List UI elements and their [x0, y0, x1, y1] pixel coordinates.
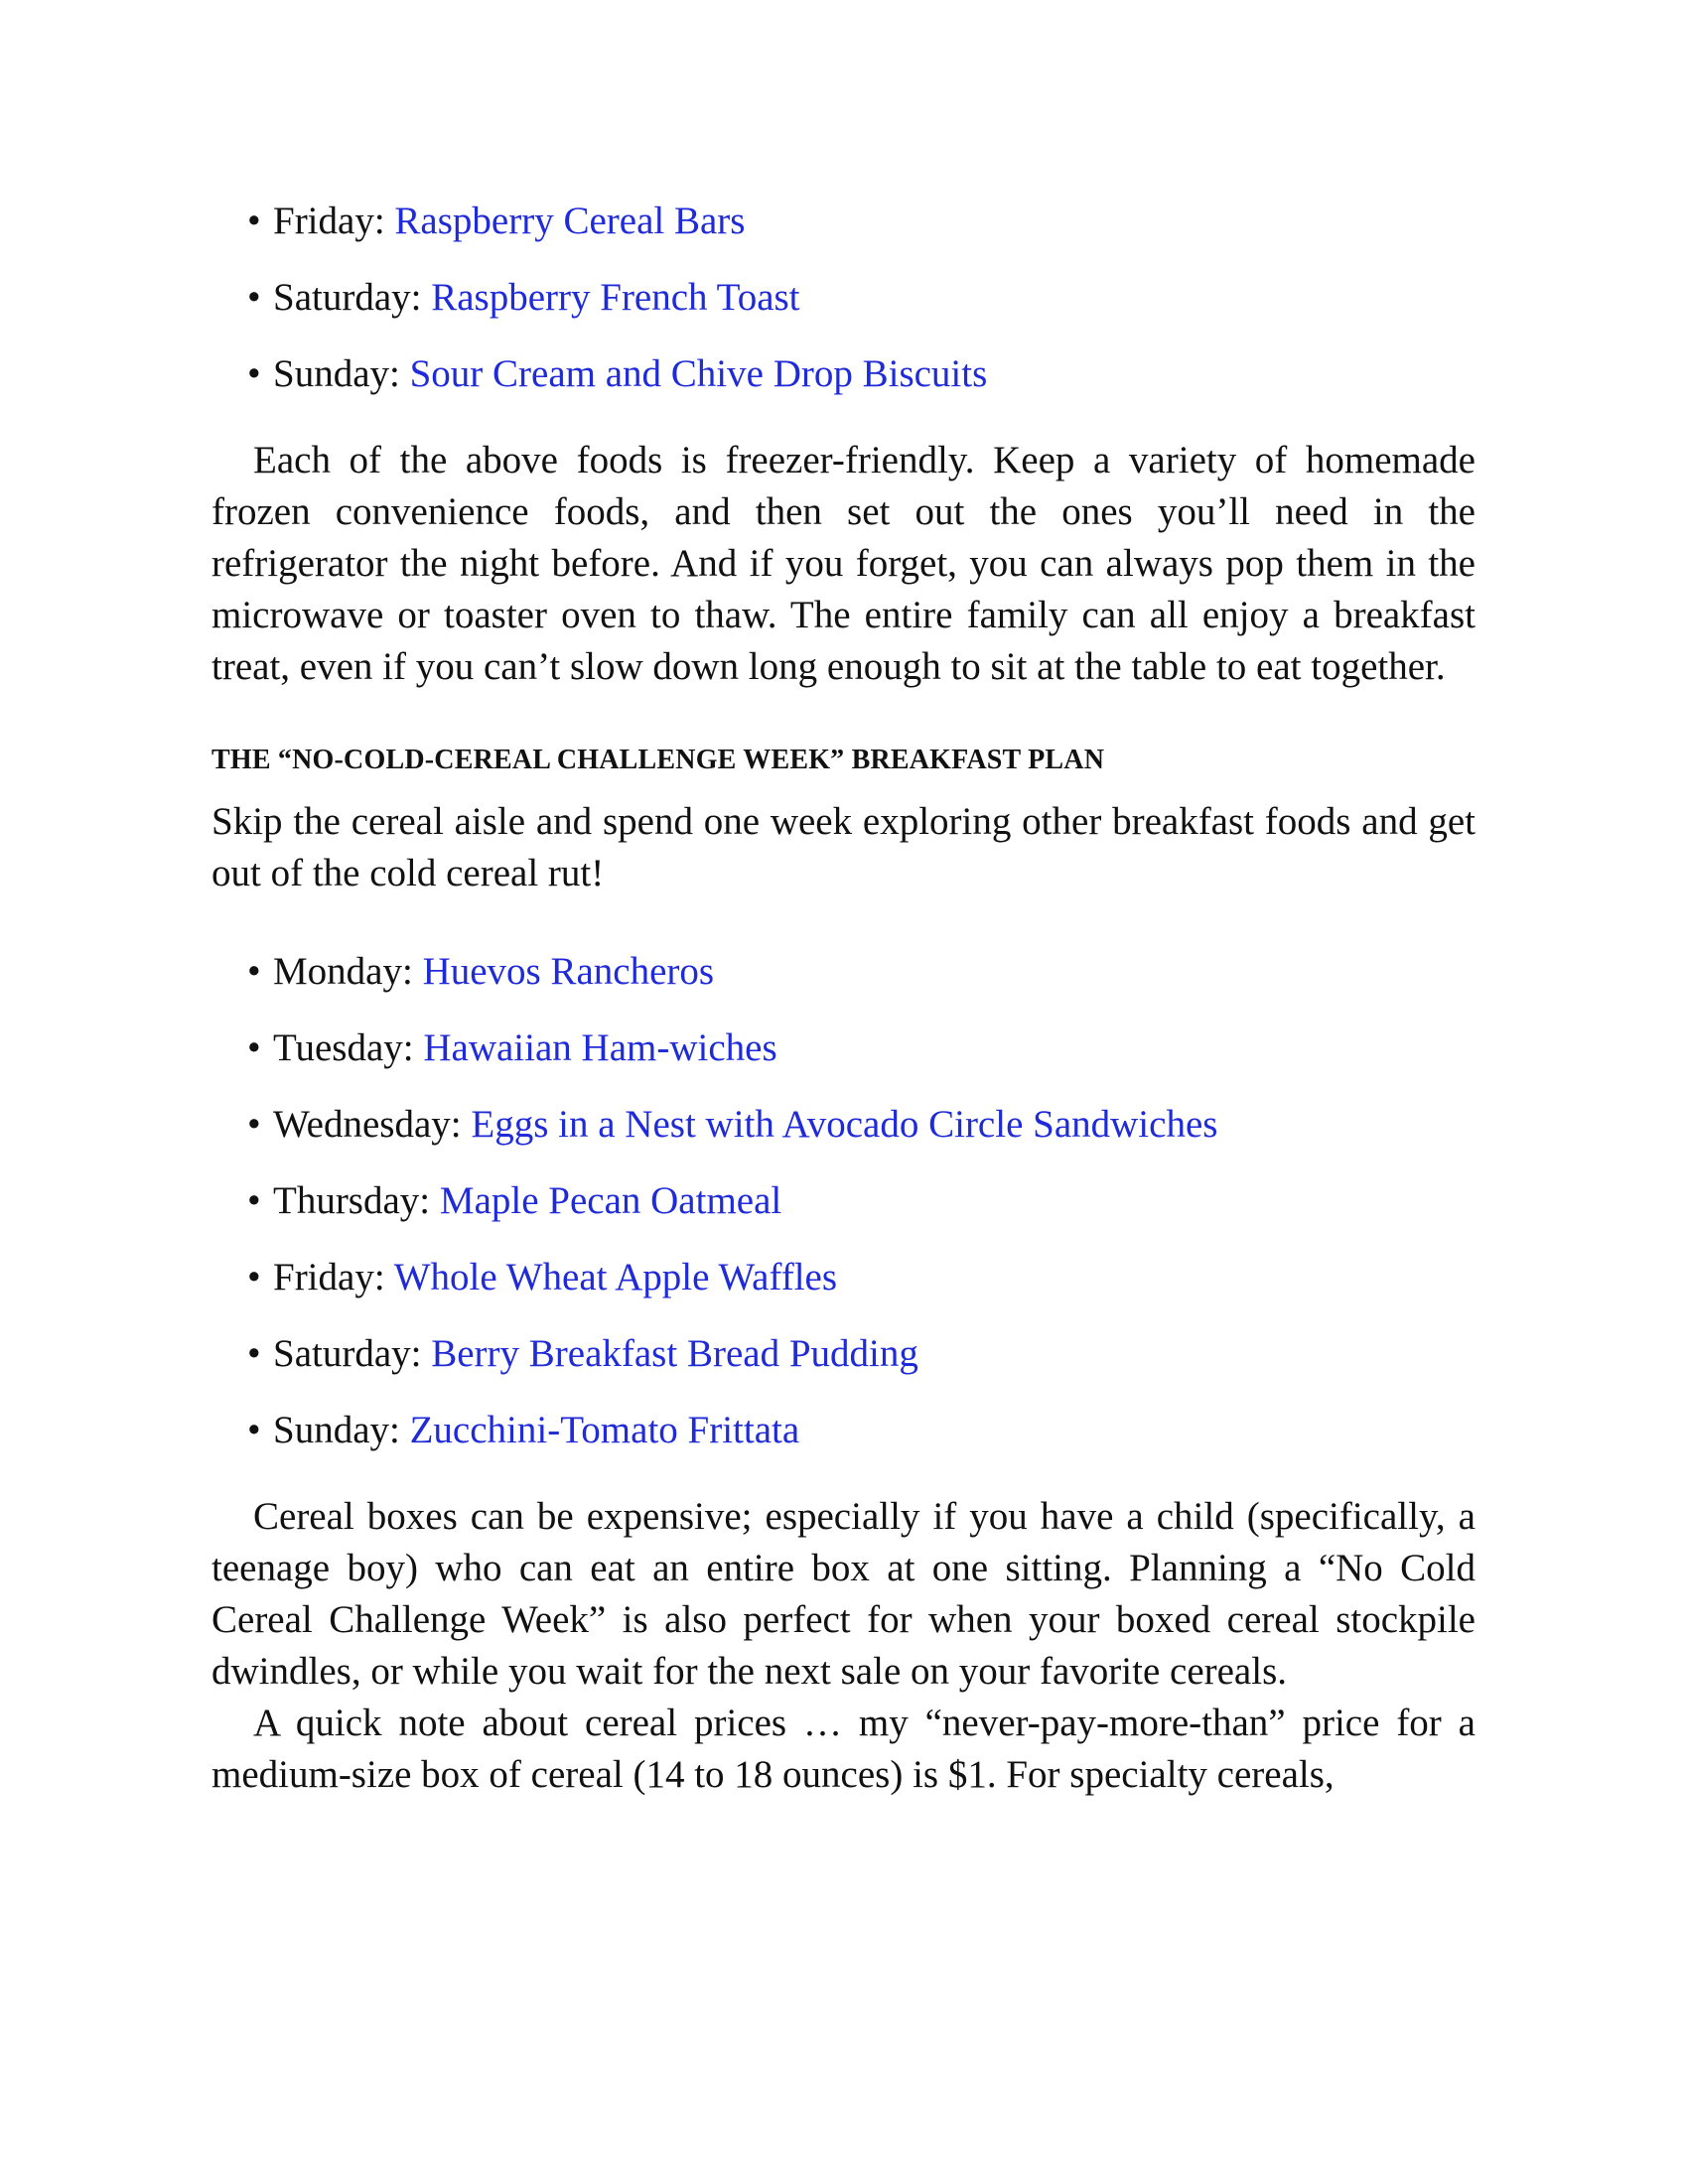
bullet: •	[247, 276, 261, 319]
document-page	[211, 0, 1476, 1801]
list-item	[211, 1178, 1476, 1224]
bullet: •	[247, 950, 261, 993]
day-label: Monday:	[273, 950, 413, 993]
bullet: •	[247, 1409, 261, 1451]
cereal-price-paragraph: A quick note about cereal prices … my “never-pay-more-than” price for a medium-size box of cereal (14 to 18 ounces) is $1. For specialty cereals,	[211, 1702, 1476, 1796]
list-item	[211, 1025, 1476, 1071]
cereal-cost-paragraph: Cereal boxes can be expensive; especially if you have a child (specifically, a teenage boy) who can eat an entire box at one sitting. Planning a “No Cold Cereal Challenge Week” is also perfect for when your boxed cereal stockpile dwindles, or while you wait for the next sale on your favorite cereals.	[211, 1495, 1476, 1693]
recipe-link[interactable]: Raspberry French Toast	[431, 276, 800, 319]
breakfast-list-2	[211, 949, 1476, 1453]
day-label: Tuesday:	[273, 1026, 414, 1069]
bullet: •	[247, 1256, 261, 1298]
list-item	[211, 1255, 1476, 1300]
list-item	[211, 199, 1476, 244]
recipe-link[interactable]: Maple Pecan Oatmeal	[439, 1179, 782, 1222]
list-item	[211, 949, 1476, 995]
recipe-link[interactable]: Berry Breakfast Bread Pudding	[431, 1332, 918, 1375]
list-item	[211, 275, 1476, 321]
list-item	[211, 1408, 1476, 1453]
section-heading: THE “NO-COLD-CEREAL CHALLENGE WEEK” BREAKFAST PLAN	[211, 745, 1105, 775]
recipe-link[interactable]: Hawaiian Ham-wiches	[423, 1026, 777, 1069]
recipe-link[interactable]: Zucchini-Tomato Frittata	[409, 1409, 800, 1451]
recipe-link[interactable]: Raspberry Cereal Bars	[394, 200, 746, 242]
list-item	[211, 351, 1476, 397]
day-label: Sunday:	[273, 352, 400, 395]
bullet: •	[247, 352, 261, 395]
bullet: •	[247, 1332, 261, 1375]
intro-paragraph: Skip the cereal aisle and spend one week exploring other breakfast foods and get out of the cold cereal rut!	[211, 800, 1476, 894]
day-label: Wednesday:	[273, 1103, 462, 1146]
recipe-link[interactable]: Sour Cream and Chive Drop Biscuits	[409, 352, 988, 395]
day-label: Friday:	[273, 1256, 385, 1298]
bullet: •	[247, 1103, 261, 1146]
bullet: •	[247, 1026, 261, 1069]
list-item	[211, 1102, 1476, 1148]
list-item	[211, 1331, 1476, 1377]
day-label: Saturday:	[273, 1332, 422, 1375]
bullet: •	[247, 200, 261, 242]
freezer-paragraph: Each of the above foods is freezer-friendly. Keep a variety of homemade frozen convenience foods, and then set out the ones you’ll need in the refrigerator the night before. And if you forget, you can always pop them in the microwave or toaster oven to thaw. The entire family can all enjoy a breakfast treat, even if you can’t slow down long enough to sit at the table to eat together.	[211, 439, 1476, 688]
day-label: Friday:	[273, 200, 385, 242]
breakfast-list-1	[211, 199, 1476, 397]
day-label: Thursday:	[273, 1179, 431, 1222]
bullet: •	[247, 1179, 261, 1222]
day-label: Saturday:	[273, 276, 422, 319]
recipe-link[interactable]: Whole Wheat Apple Waffles	[393, 1256, 838, 1298]
recipe-link[interactable]: Eggs in a Nest with Avocado Circle Sandwiches	[471, 1103, 1218, 1146]
day-label: Sunday:	[273, 1409, 400, 1451]
recipe-link[interactable]: Huevos Rancheros	[422, 950, 715, 993]
